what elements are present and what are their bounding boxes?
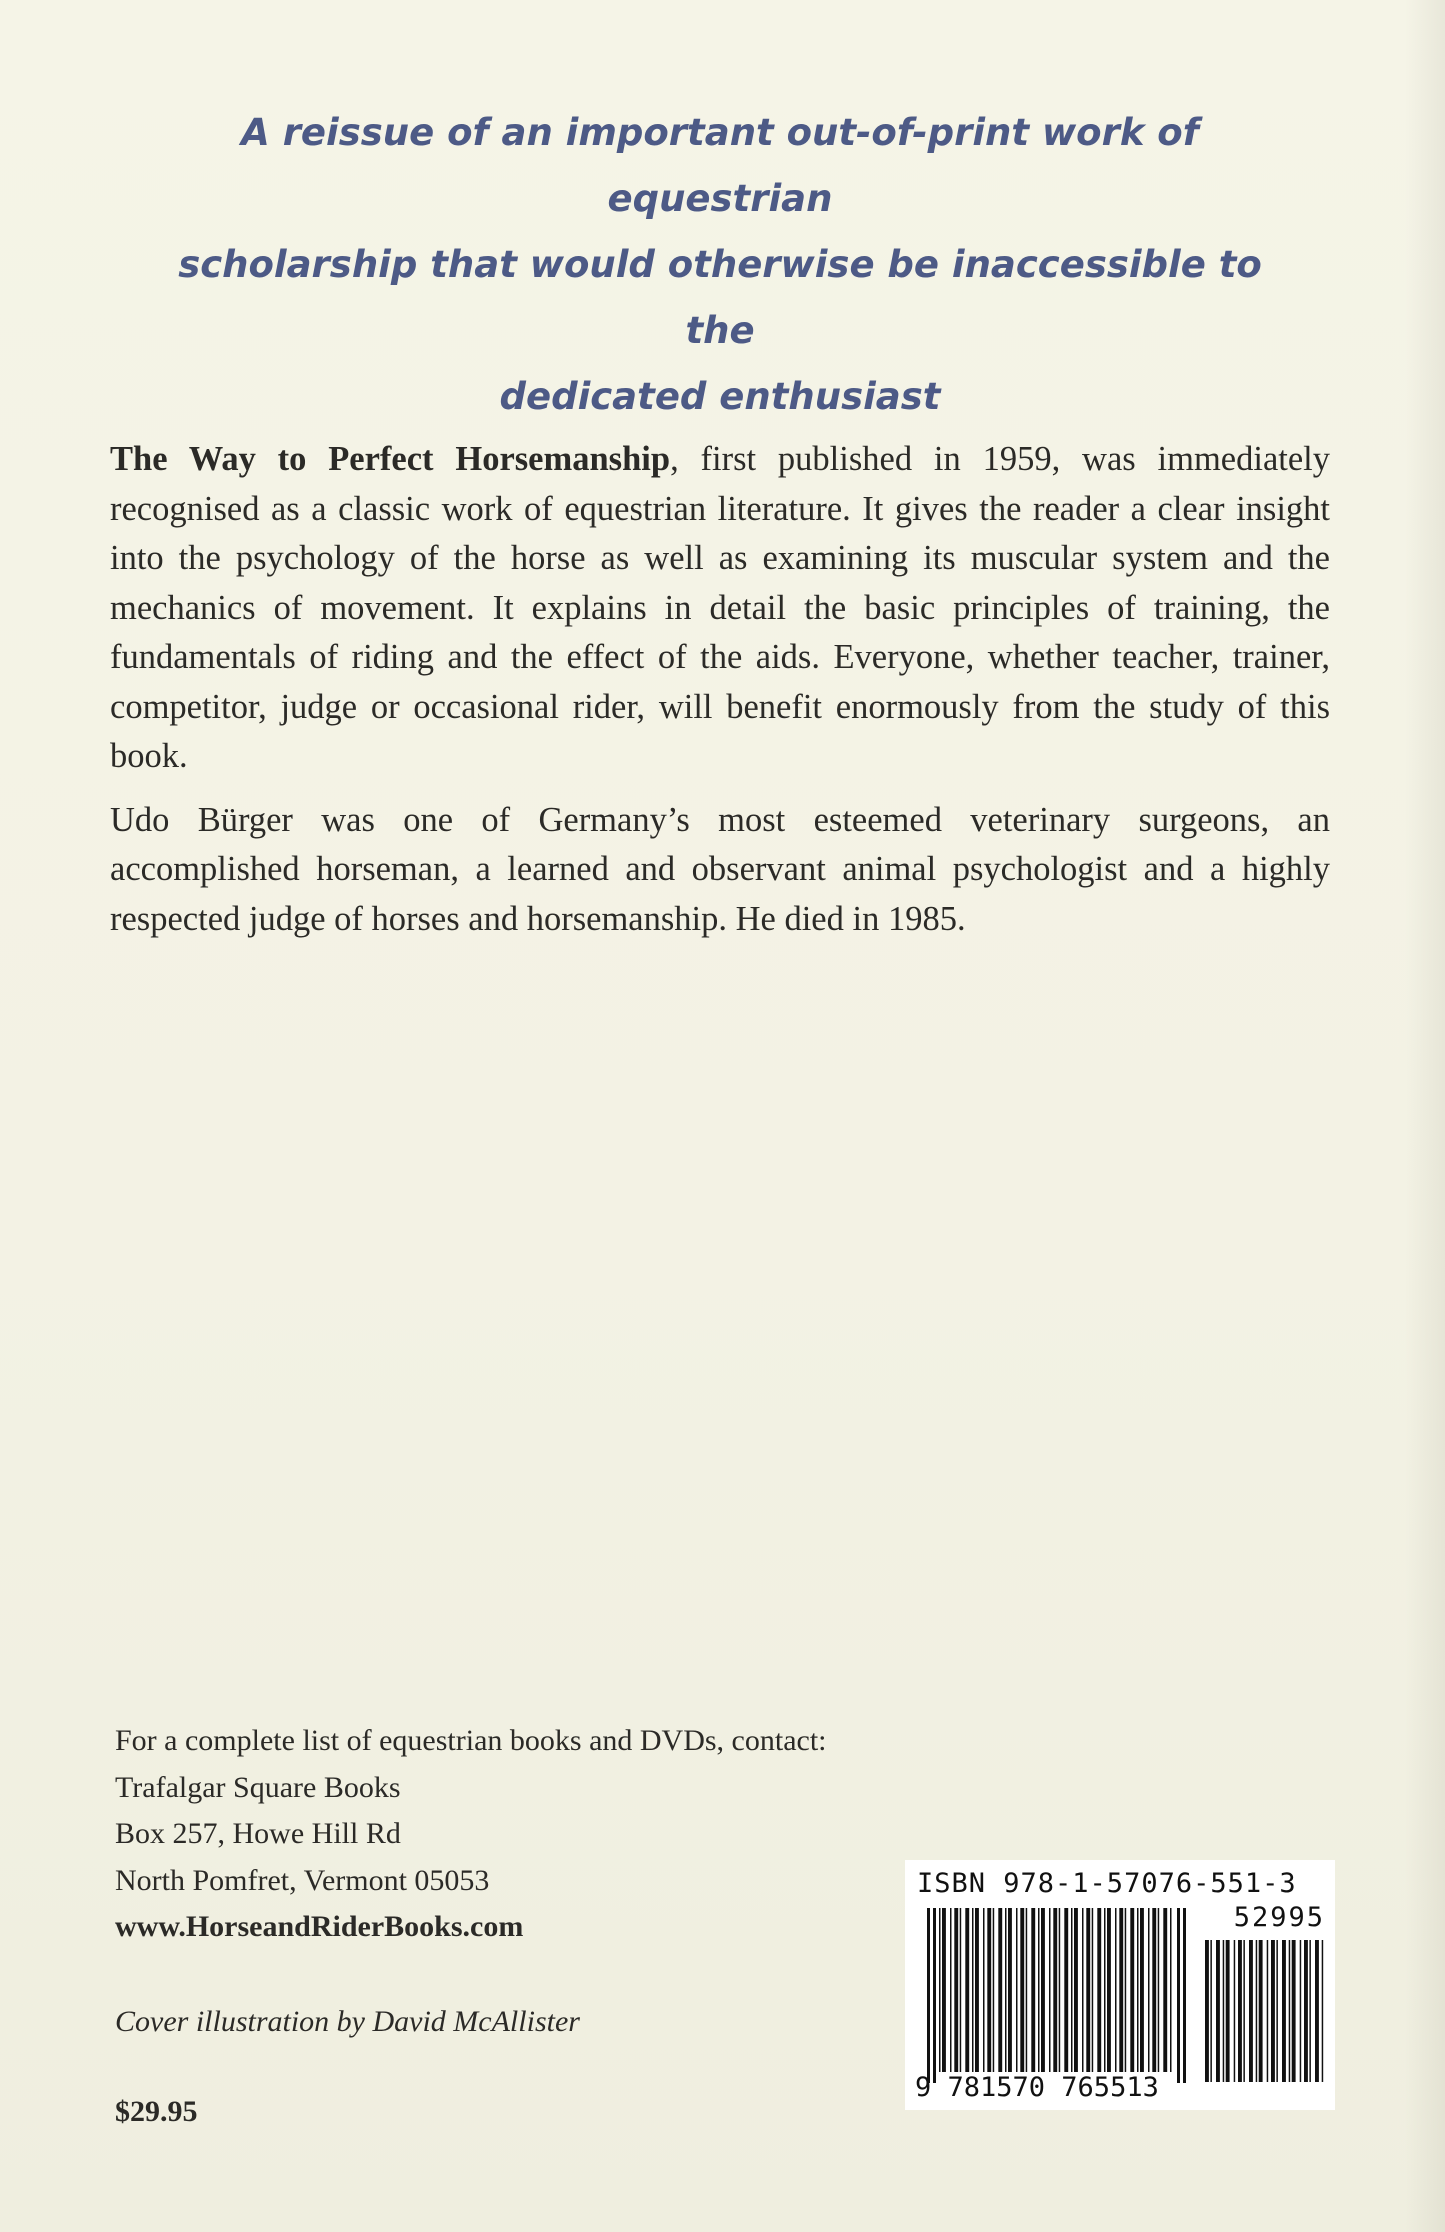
author-bio: Udo Bürger was one of Germany’s most esteemed veterinary surgeons, an accomplished horseman, a learned and observant animal psychologist and a highly respected judge of horses and horsemanship. He died in 1985. bbox=[110, 800, 1330, 938]
contact-intro: For a complete list of equestrian books and DVDs, contact: bbox=[115, 1724, 827, 1757]
publisher-contact bbox=[115, 1718, 827, 1951]
description-text: , first published in 1959, was immediately recognised as a classic work of equestrian literature. It gives the reader a clear insight into the psychology of the horse as well as examining its muscular system and the mechanics of movement. It explains in detail the basic principles of training, the fundamentals of riding and the effect of the aids. Everyone, whether teacher, trainer, competitor, judge or occasional rider, will benefit enormously from the study of this book. bbox=[110, 440, 1330, 775]
publisher-address-line: Box 257, Howe Hill Rd bbox=[115, 1817, 401, 1850]
tagline bbox=[150, 100, 1290, 430]
barcode-panel bbox=[905, 1860, 1335, 2110]
book-description bbox=[110, 435, 1330, 958]
ean-digits: 9 781570 765513 bbox=[915, 2072, 1159, 2103]
tagline-line: A reissue of an important out-of-print work of equestrian bbox=[241, 111, 1199, 220]
book-title: The Way to Perfect Horsemanship bbox=[110, 440, 671, 478]
spine-shadow bbox=[1405, 0, 1445, 2232]
publisher-website: www.HorseandRiderBooks.com bbox=[115, 1910, 524, 1943]
tagline-line: scholarship that would otherwise be inaccessible to the bbox=[178, 243, 1262, 352]
publisher-address-line: North Pomfret, Vermont 05053 bbox=[115, 1863, 490, 1897]
tagline-line: dedicated enthusiast bbox=[499, 375, 941, 418]
description-paragraph bbox=[110, 435, 1330, 782]
cover-credit: Cover illustration by David McAllister bbox=[115, 2005, 580, 2038]
isbn-label: ISBN 978-1-57076-551-3 bbox=[917, 1868, 1297, 1899]
price-label: $29.95 bbox=[115, 2095, 198, 2128]
price-code: 52995 bbox=[1233, 1902, 1325, 1933]
publisher-name: Trafalgar Square Books bbox=[115, 1770, 401, 1804]
